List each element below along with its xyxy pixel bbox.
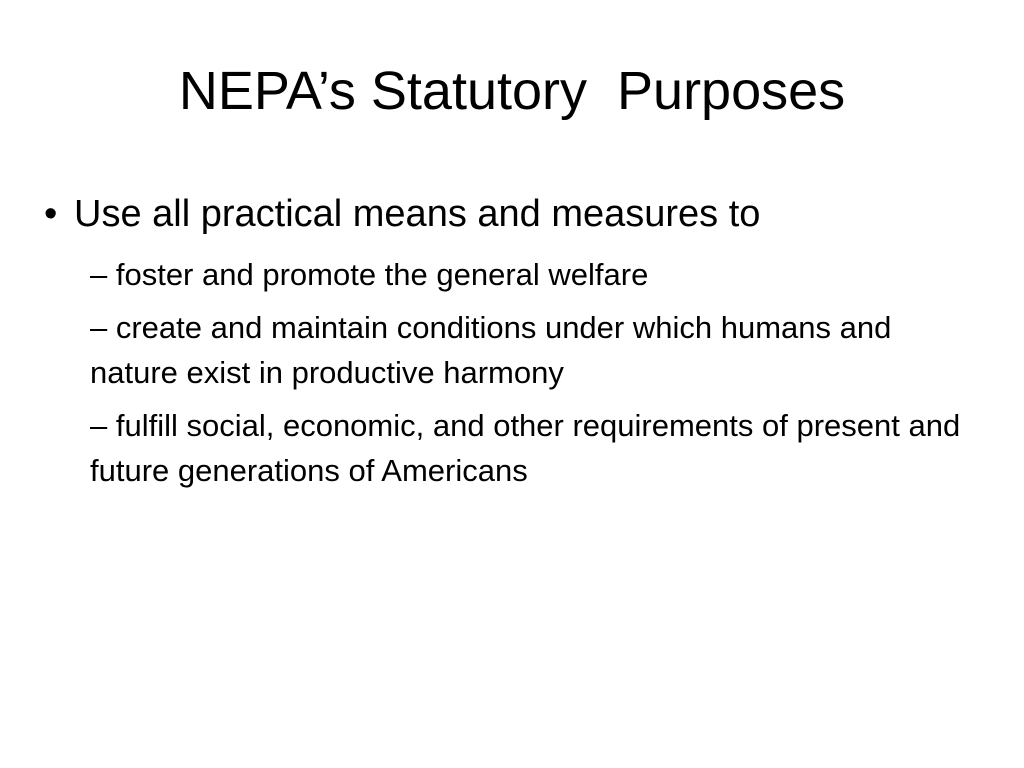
sub-bullet-foster: – foster and promote the general welfare [90, 257, 649, 292]
main-bullet [44, 190, 984, 238]
sub-bullet-fulfill: – fulfill social, economic, and other requirements of present and future generations of Americans [90, 408, 961, 488]
main-bullet-text: Use all practical means and measures to [74, 193, 761, 235]
slide-title: NEPA’s Statutory Purposes [178, 61, 846, 121]
bullet-marker: • [44, 193, 58, 235]
sub-bullet-create: – create and maintain conditions under which humans and nature exist in productive harmony [90, 310, 892, 390]
sub-bullet-list [90, 252, 970, 501]
